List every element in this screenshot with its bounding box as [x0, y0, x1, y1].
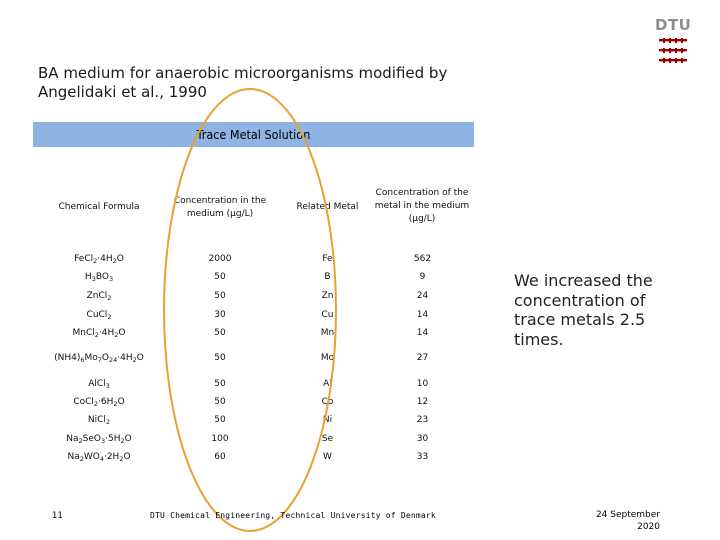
- cell-related-metal: Fe: [322, 254, 333, 264]
- formula-subscript: 3: [105, 382, 110, 390]
- formula-subscript: 3: [101, 437, 106, 445]
- table-banner-label: Trace Metal Solution: [196, 127, 311, 142]
- formula-part: Mo: [84, 353, 98, 363]
- cell-related-metal: B: [324, 272, 331, 282]
- cell-formula: [38, 433, 160, 447]
- formula-part: O: [101, 353, 110, 363]
- cell-concentration: 50: [214, 379, 226, 389]
- cell-concentration: 50: [214, 353, 226, 363]
- formula-part: O: [124, 434, 132, 444]
- footer-date: 24 September 2020: [595, 510, 660, 532]
- formula-subscript: 7: [97, 356, 102, 364]
- cell-metal-concentration: 14: [416, 328, 429, 338]
- formula-subscript: 3: [91, 275, 96, 283]
- cell-related-metal: Al: [323, 379, 332, 389]
- header-metal-concentration: Concentration of the metal in the medium (μg/L): [374, 188, 470, 224]
- cell-related-metal: Co: [321, 397, 334, 407]
- formula-subscript: 2: [79, 455, 84, 463]
- formula-part: O: [118, 328, 126, 338]
- formula-subscript: 2: [112, 257, 117, 265]
- formula-part: ZnCl: [86, 291, 108, 301]
- formula-subscript: 2: [105, 418, 111, 426]
- cell-metal-concentration: 30: [416, 434, 429, 444]
- cell-formula: [38, 451, 160, 465]
- cell-metal-concentration: 23: [416, 415, 429, 425]
- formula-part: MnCl: [72, 328, 95, 338]
- cell-formula: [38, 327, 160, 341]
- formula-subscript: 4: [99, 455, 104, 463]
- cell-concentration: 100: [211, 434, 229, 444]
- cell-metal-concentration: 14: [416, 310, 429, 320]
- highlight-ellipse: [160, 85, 340, 535]
- formula-subscript: 3: [108, 275, 114, 283]
- cell-concentration: 50: [214, 272, 226, 282]
- formula-part: ·4H: [117, 353, 133, 363]
- dtu-emblem-icon: [659, 38, 687, 64]
- formula-part: Na: [66, 434, 79, 444]
- cell-metal-concentration: 33: [416, 452, 429, 462]
- formula-subscript: 24: [109, 356, 118, 364]
- cell-formula: [38, 414, 160, 428]
- formula-part: O: [123, 452, 131, 462]
- formula-subscript: 2: [94, 331, 99, 339]
- slide-title: BA medium for anaerobic microorganisms modified by Angelidaki et al., 1990: [38, 64, 448, 101]
- formula-part: AlCl: [88, 379, 106, 389]
- cell-related-metal: Zn: [321, 291, 334, 301]
- formula-part: CoCl: [73, 397, 94, 407]
- cell-related-metal: Se: [321, 434, 334, 444]
- cell-concentration: 50: [214, 291, 226, 301]
- header-chemical-formula: Chemical Formula: [58, 202, 140, 212]
- formula-subscript: 2: [107, 294, 112, 302]
- cell-concentration: 2000: [208, 254, 232, 264]
- cell-metal-concentration: 24: [416, 291, 429, 301]
- cell-formula: [38, 352, 160, 366]
- cell-formula: [38, 271, 160, 285]
- formula-part: SeO: [82, 434, 101, 444]
- formula-subscript: 2: [120, 437, 125, 445]
- cell-concentration: 50: [214, 397, 226, 407]
- formula-part: O: [136, 353, 144, 363]
- cell-formula: [38, 396, 160, 410]
- formula-part: (NH4): [54, 353, 81, 363]
- page-number: 11: [52, 511, 63, 521]
- formula-part: NiCl: [87, 415, 106, 425]
- cell-metal-concentration: 27: [416, 353, 429, 363]
- logo-text: DTU: [655, 16, 692, 34]
- formula-part: BO: [95, 272, 109, 282]
- formula-subscript: 2: [119, 455, 124, 463]
- cell-formula: [38, 309, 160, 323]
- cell-formula: [38, 253, 160, 267]
- formula-subscript: 2: [78, 437, 83, 445]
- cell-metal-concentration: 12: [416, 397, 429, 407]
- formula-part: ·5H: [105, 434, 121, 444]
- cell-formula: [38, 378, 160, 392]
- cell-metal-concentration: 562: [413, 254, 432, 264]
- formula-subscript: 6: [80, 356, 85, 364]
- cell-formula: [38, 290, 160, 304]
- formula-part: ·6H: [98, 397, 114, 407]
- formula-part: CuCl: [86, 310, 108, 320]
- formula-part: ·4H: [98, 328, 115, 338]
- cell-concentration: 50: [214, 415, 226, 425]
- cell-related-metal: Cu: [321, 310, 334, 320]
- cell-concentration: 60: [214, 452, 226, 462]
- formula-subscript: 2: [114, 331, 119, 339]
- formula-subscript: 2: [107, 313, 112, 321]
- cell-related-metal: Ni: [322, 415, 333, 425]
- cell-concentration: 50: [214, 328, 226, 338]
- cell-metal-concentration: 10: [416, 379, 429, 389]
- cell-concentration: 30: [214, 310, 226, 320]
- formula-subscript: 2: [132, 356, 137, 364]
- cell-related-metal: Mo: [320, 353, 335, 363]
- annotation-note: We increased the concentration of trace metals 2.5 times.: [514, 271, 653, 349]
- cell-related-metal: Mn: [320, 328, 335, 338]
- formula-subscript: 2: [93, 257, 98, 265]
- formula-part: FeCl: [74, 254, 94, 264]
- formula-part: O: [117, 397, 125, 407]
- header-concentration: Concentration in the medium (μg/L): [173, 196, 267, 219]
- formula-subscript: 2: [113, 400, 118, 408]
- footer-organization: DTU Chemical Engineering, Technical University of Denmark: [150, 511, 436, 520]
- formula-subscript: 2: [93, 400, 99, 408]
- formula-part: H: [84, 272, 92, 282]
- formula-part: ·4H: [97, 254, 113, 264]
- cell-related-metal: W: [323, 452, 332, 462]
- header-related-metal: Related Metal: [296, 202, 359, 212]
- cell-metal-concentration: 9: [419, 272, 426, 282]
- formula-part: Na: [67, 452, 80, 462]
- dtu-logo: [655, 16, 691, 66]
- formula-part: O: [116, 254, 124, 264]
- formula-part: ·2H: [103, 452, 120, 462]
- formula-part: WO: [83, 452, 100, 462]
